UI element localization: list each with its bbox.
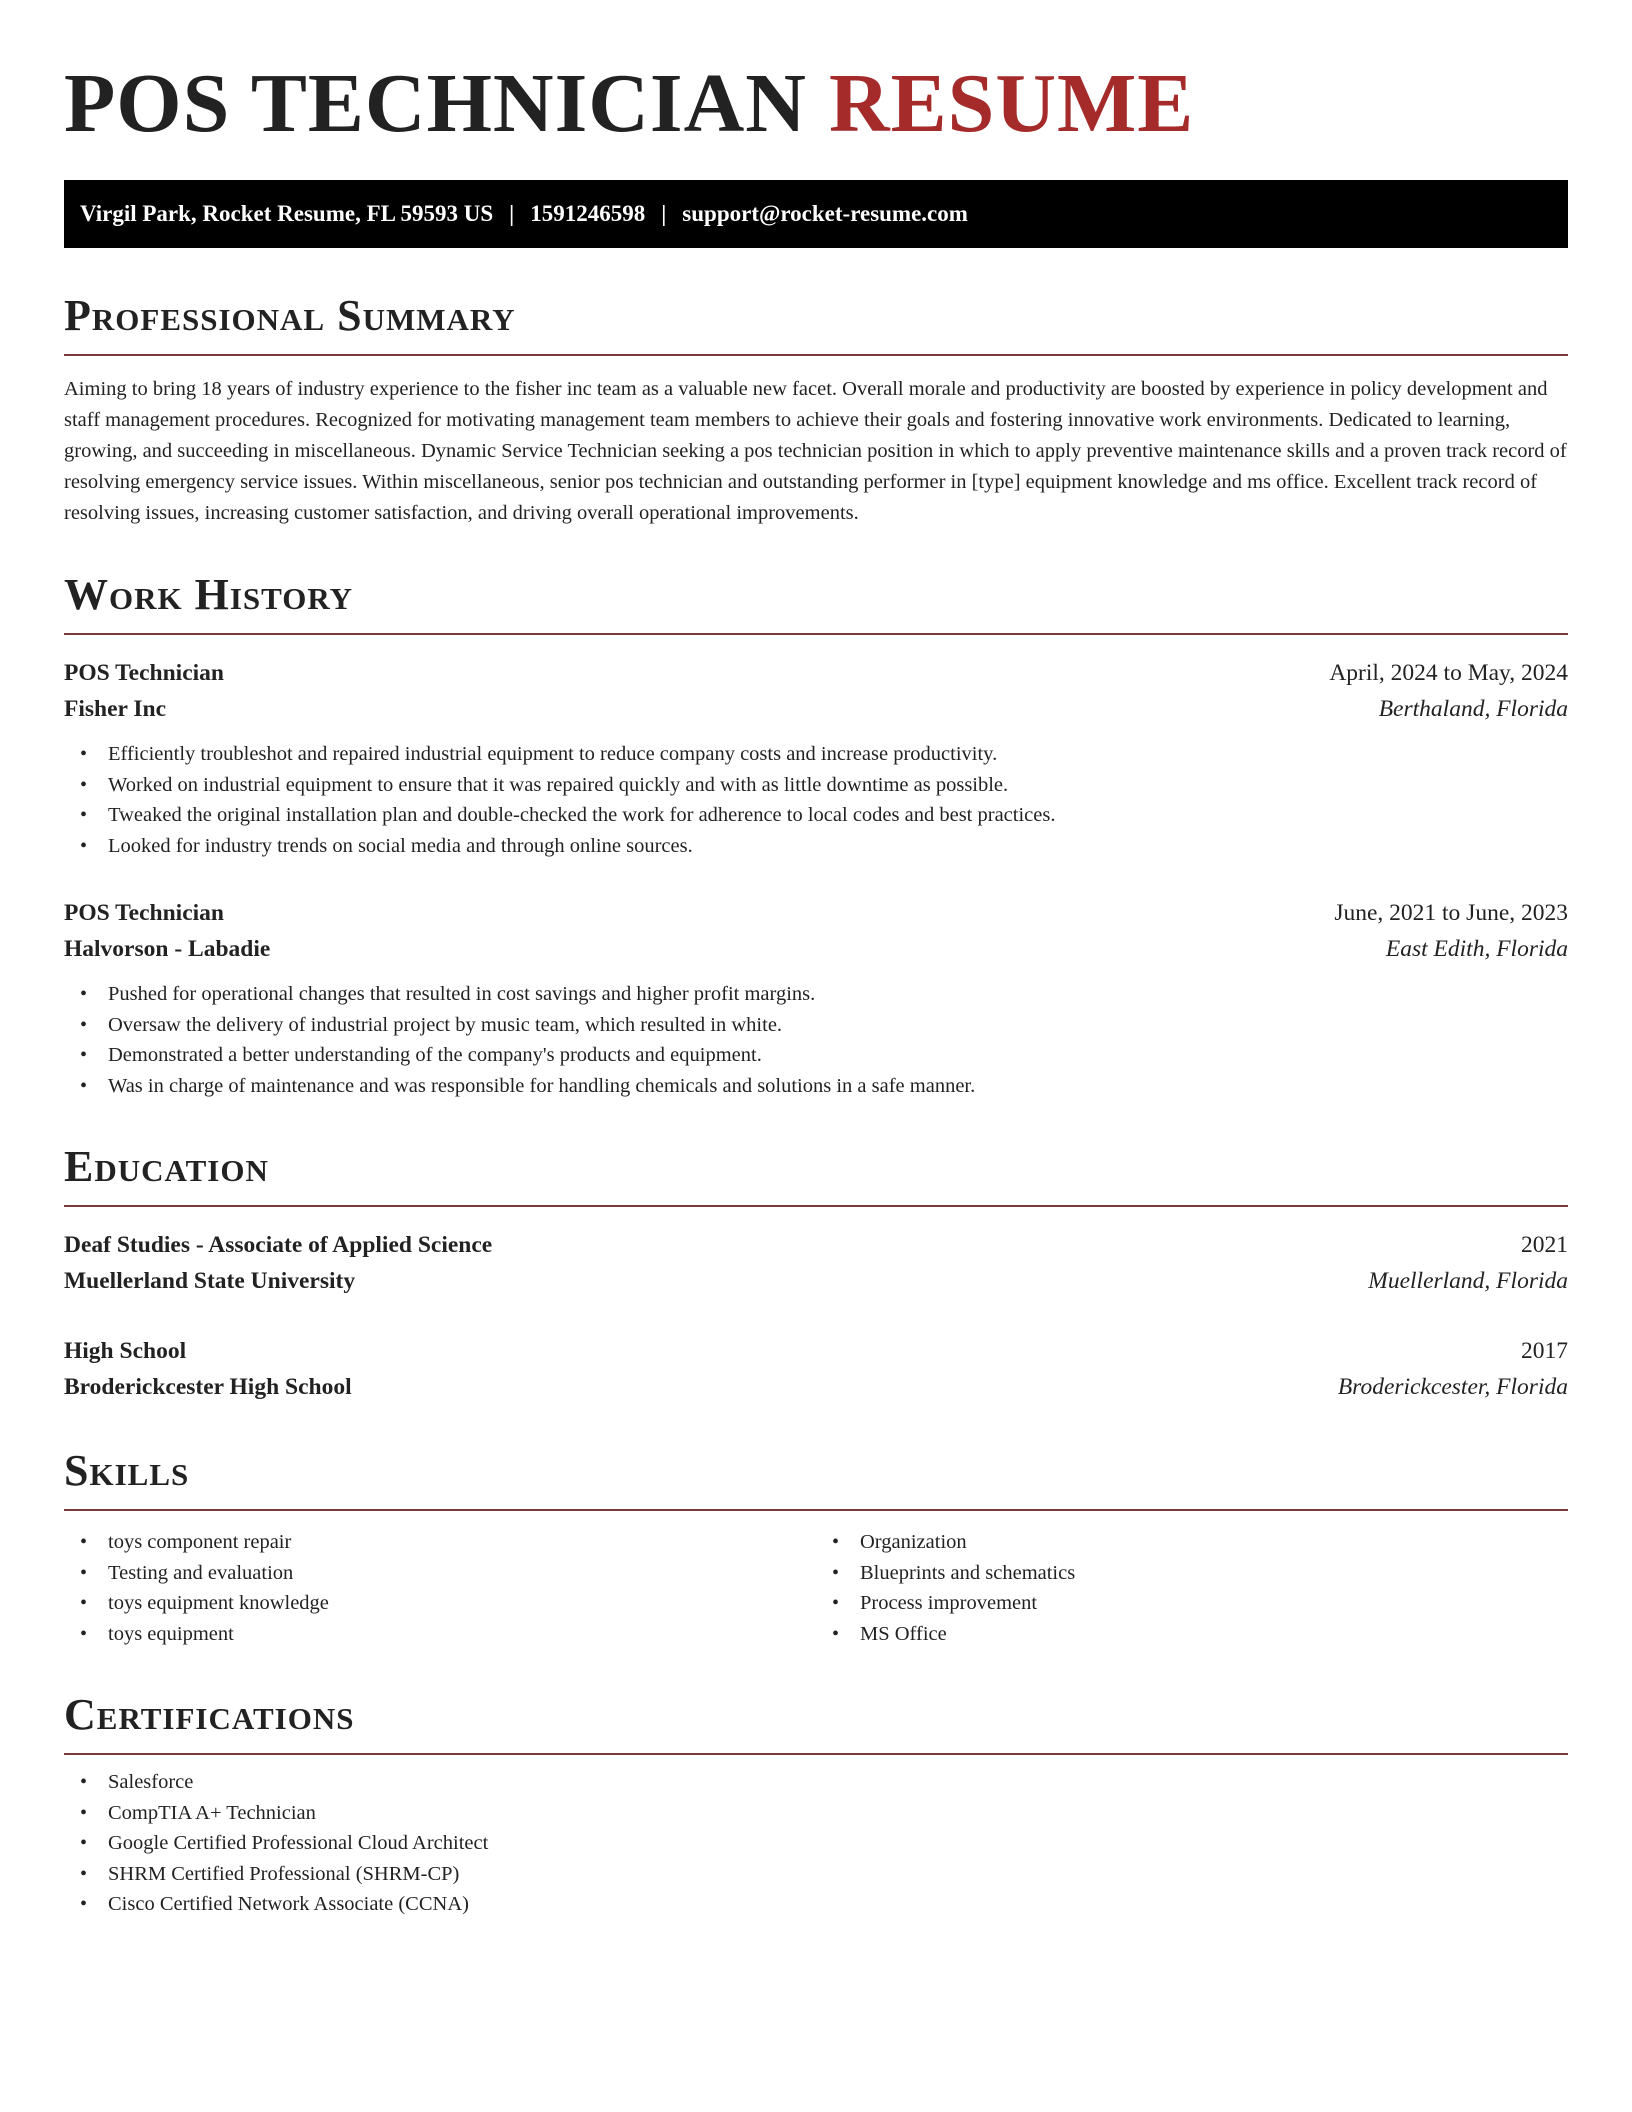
education-year: 2017 <box>1521 1338 1568 1364</box>
resume-title <box>64 57 1568 150</box>
skill-item: • MS Office <box>816 1619 1568 1650</box>
job-dates: June, 2021 to June, 2023 <box>1334 900 1568 926</box>
job-location: East Edith, Florida <box>1385 936 1568 962</box>
skills-list-left <box>64 1527 816 1649</box>
job-bullet: • Pushed for operational changes that resulted in cost savings and higher profit margins. <box>64 979 1568 1010</box>
summary-text: Aiming to bring 18 years of industry experience to the fisher inc team as a valuable new facet. Overall morale and productivity are boosted by experience in policy development and staff management procedures. Recognized for motivating management team members to achieve their goals and fostering innovative work environments. Dedicated to learning, growing, and succeeding in miscellaneous. Dynamic Service Technician seeking a pos technician position in which to apply preventive maintenance skills and a proven track record of resolving emergency service issues. Within miscellaneous, senior pos technician and outstanding performer in [type] equipment knowledge and ms office. Excellent track record of resolving issues, increasing customer satisfaction, and driving overall operational improvements. <box>64 378 1567 524</box>
job-bullets <box>64 979 1568 1101</box>
job-bullet: • Tweaked the original installation plan and double-checked the work for adherence to local codes and best practices. <box>64 800 1568 831</box>
job-entry <box>64 655 1568 861</box>
skill-item: • toys component repair <box>64 1527 816 1558</box>
education-school: Broderickcester High School <box>64 1374 352 1400</box>
contact-separator: | <box>509 201 515 226</box>
education-school-row <box>64 1369 1568 1405</box>
skill-item: • toys equipment <box>64 1619 816 1650</box>
certification-item: • Cisco Certified Network Associate (CCNA) <box>64 1889 1568 1920</box>
education-school-row <box>64 1263 1568 1299</box>
title-accent: RESUME <box>828 57 1195 150</box>
summary-section <box>64 291 1568 529</box>
skill-item: • Blueprints and schematics <box>816 1558 1568 1589</box>
skill-item: • Testing and evaluation <box>64 1558 816 1589</box>
certifications-section <box>64 1690 1568 1920</box>
job-entry <box>64 895 1568 1101</box>
job-bullet: • Oversaw the delivery of industrial project by music team, which resulted in white. <box>64 1010 1568 1041</box>
job-header-row <box>64 655 1568 691</box>
skills-heading: Skills <box>64 1449 1568 1511</box>
summary-heading: Professional Summary <box>64 294 1568 356</box>
job-company-row <box>64 931 1568 967</box>
education-location: Broderickcester, Florida <box>1337 1374 1568 1400</box>
job-company: Halvorson - Labadie <box>64 936 271 962</box>
education-degree: Deaf Studies - Associate of Applied Science <box>64 1232 493 1258</box>
education-degree-row <box>64 1227 1568 1263</box>
job-bullet: • Efficiently troubleshot and repaired industrial equipment to reduce company costs and increase productivity. <box>64 739 1568 770</box>
certification-item: • Salesforce <box>64 1767 1568 1798</box>
title-main: POS TECHNICIAN <box>64 57 807 150</box>
education-degree: High School <box>64 1338 187 1364</box>
education-heading: Education <box>64 1145 1568 1207</box>
skills-list-right <box>816 1527 1568 1649</box>
job-title: POS Technician <box>64 660 224 686</box>
skills-section <box>64 1446 1568 1649</box>
skill-item: • Organization <box>816 1527 1568 1558</box>
skill-item: • Process improvement <box>816 1588 1568 1619</box>
job-header-row <box>64 895 1568 931</box>
education-school: Muellerland State University <box>64 1268 356 1294</box>
skills-columns <box>64 1527 1568 1649</box>
contact-bar <box>64 180 1568 248</box>
education-location: Muellerland, Florida <box>1368 1268 1568 1294</box>
skill-item: • toys equipment knowledge <box>64 1588 816 1619</box>
education-section <box>64 1142 1568 1405</box>
job-company-row <box>64 691 1568 727</box>
job-title: POS Technician <box>64 900 224 926</box>
certifications-list <box>64 1767 1568 1920</box>
job-location: Berthaland, Florida <box>1378 696 1568 722</box>
job-bullet: • Looked for industry trends on social media and through online sources. <box>64 831 1568 862</box>
job-bullet: • Was in charge of maintenance and was responsible for handling chemicals and solutions in a safe manner. <box>64 1071 1568 1102</box>
job-bullet: • Worked on industrial equipment to ensure that it was repaired quickly and with as little downtime as possible. <box>64 770 1568 801</box>
contact-separator: | <box>661 201 667 226</box>
job-bullets <box>64 739 1568 861</box>
job-bullet: • Demonstrated a better understanding of the company's products and equipment. <box>64 1040 1568 1071</box>
education-entry <box>64 1333 1568 1405</box>
job-dates: April, 2024 to May, 2024 <box>1329 660 1568 686</box>
certification-item: • SHRM Certified Professional (SHRM-CP) <box>64 1859 1568 1890</box>
work-history-section <box>64 570 1568 1101</box>
contact-address: Virgil Park, Rocket Resume, FL 59593 US <box>80 201 494 226</box>
certifications-heading: Certifications <box>64 1693 1568 1755</box>
certification-item: • Google Certified Professional Cloud Architect <box>64 1828 1568 1859</box>
education-year: 2021 <box>1521 1232 1568 1258</box>
certification-item: • CompTIA A+ Technician <box>64 1798 1568 1829</box>
work-history-heading: Work History <box>64 573 1568 635</box>
education-degree-row <box>64 1333 1568 1369</box>
contact-email: support@rocket-resume.com <box>682 201 968 226</box>
job-company: Fisher Inc <box>64 696 167 722</box>
education-entry <box>64 1227 1568 1299</box>
contact-phone: 1591246598 <box>530 201 646 226</box>
